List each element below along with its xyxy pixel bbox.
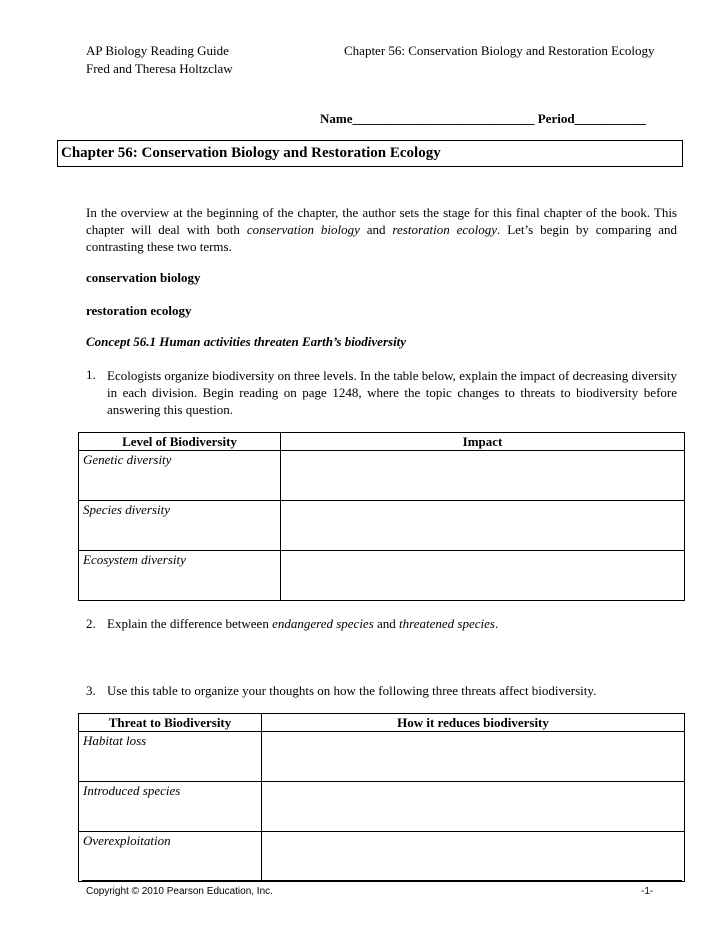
intro-and: and <box>359 222 393 237</box>
q3-number: 3. <box>86 683 96 698</box>
name-period-line: Name____________________________ Period___________ <box>320 111 647 126</box>
q2-text-start: Explain the difference between <box>107 616 273 631</box>
copyright: Copyright © 2010 Pearson Education, Inc. <box>86 886 273 897</box>
table-row <box>79 451 685 501</box>
answer-cell[interactable] <box>281 451 685 501</box>
col-reduces-header: How it reduces biodiversity <box>262 714 685 732</box>
row-label-cell <box>79 782 262 832</box>
term-restoration-ecology: restoration ecology <box>86 303 192 318</box>
table-row <box>79 551 685 601</box>
biodiversity-levels-table <box>78 432 685 601</box>
authors: Fred and Theresa Holtzclaw <box>86 61 233 76</box>
col-threat-header: Threat to Biodiversity <box>79 714 262 732</box>
q1-number: 1. <box>86 367 96 382</box>
concept-heading: Concept 56.1 Human activities threaten Earth’s biodiversity <box>86 334 407 349</box>
guide-title: AP Biology Reading Guide <box>86 43 229 58</box>
q2-text <box>107 616 498 632</box>
row-label: Habitat loss <box>83 733 147 748</box>
q2-and: and <box>373 616 400 631</box>
table-row <box>79 782 685 832</box>
row-label: Ecosystem diversity <box>83 552 186 567</box>
row-label: Species diversity <box>83 502 170 517</box>
row-label: Genetic diversity <box>83 452 172 467</box>
q1-text: Ecologists organize biodiversity on three levels. In the table below, explain the impact of decreasing diversity in each division. Begin reading on page 1248, where the topic changes to threats to biodiversity before answering this question. <box>107 368 677 417</box>
table-row <box>79 501 685 551</box>
answer-cell[interactable] <box>262 832 685 882</box>
q3-text: Use this table to organize your thoughts on how the following three threats affect biodiversity. <box>107 683 597 698</box>
intro-term-restoration: restoration ecology <box>392 222 498 237</box>
answer-cell[interactable] <box>262 732 685 782</box>
table-header-row <box>79 714 685 732</box>
row-label-cell <box>79 451 281 501</box>
intro-term-conservation: conservation biology <box>246 222 360 237</box>
q2-term-threatened: threatened species <box>399 616 495 631</box>
row-label-cell <box>79 551 281 601</box>
page-number: -1- <box>641 886 654 897</box>
chapter-title-box <box>57 140 683 167</box>
row-label-cell <box>79 501 281 551</box>
q1-text-wrap <box>107 367 677 418</box>
q2-term-endangered: endangered species <box>272 616 374 631</box>
col-level-header: Level of Biodiversity <box>79 433 281 451</box>
header-chapter: Chapter 56: Conservation Biology and Restoration Ecology <box>344 43 655 58</box>
col-impact-header: Impact <box>281 433 685 451</box>
table-row <box>79 732 685 782</box>
q2-number: 2. <box>86 616 96 631</box>
footer-divider <box>82 880 682 881</box>
table-header-row <box>79 433 685 451</box>
intro-paragraph <box>86 204 677 255</box>
q2-period: . <box>494 616 499 631</box>
chapter-title: Chapter 56: Conservation Biology and Restoration Ecology <box>61 145 441 161</box>
threats-table <box>78 713 685 882</box>
row-label-cell <box>79 732 262 782</box>
answer-cell[interactable] <box>281 501 685 551</box>
row-label: Introduced species <box>83 783 181 798</box>
table-row <box>79 832 685 882</box>
answer-cell[interactable] <box>281 551 685 601</box>
answer-cell[interactable] <box>262 782 685 832</box>
row-label-cell <box>79 832 262 882</box>
row-label: Overexploitation <box>83 833 171 848</box>
term-conservation-biology: conservation biology <box>86 270 201 285</box>
intro-text-end: . Let’s begin by comparing and contrasting these two terms. <box>86 222 677 254</box>
intro-text: In the overview at the beginning of the chapter, the author sets the stage for this final chapter of the book. This chapter will deal with both <box>86 205 677 237</box>
